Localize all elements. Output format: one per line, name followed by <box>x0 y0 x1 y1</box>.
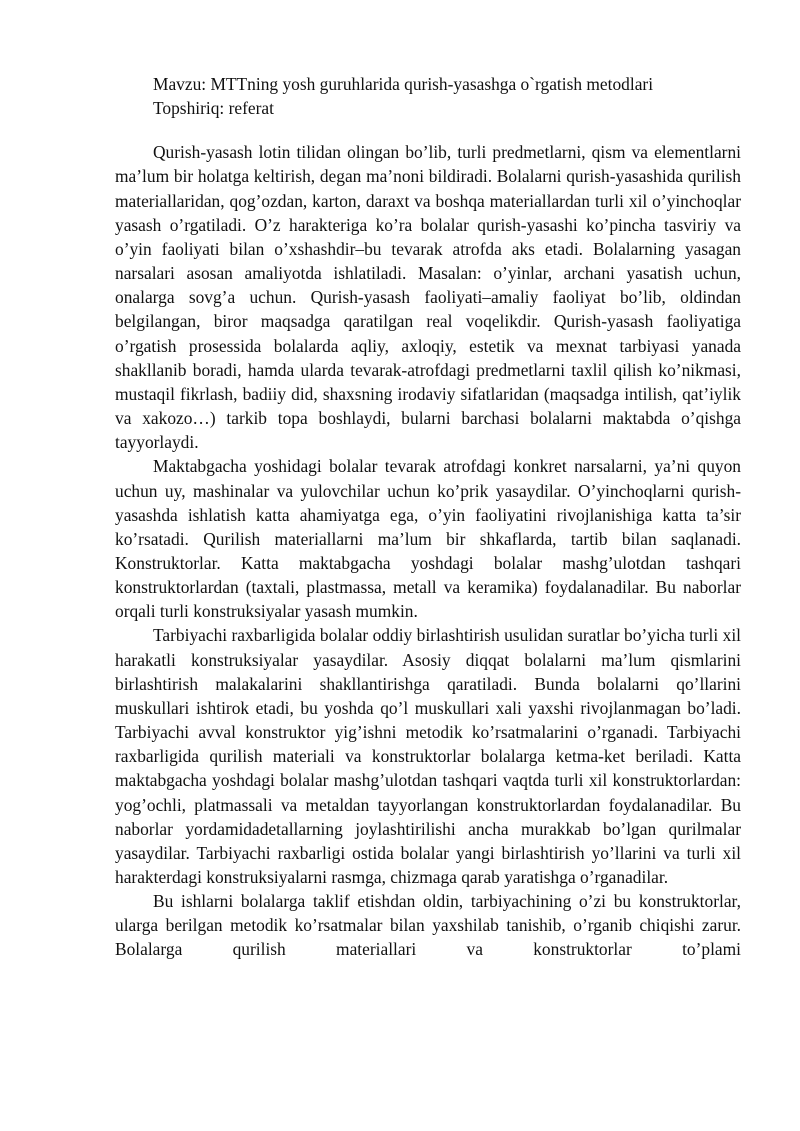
task-line: Topshiriq: referat <box>153 98 274 119</box>
heading-spacer <box>115 120 741 140</box>
paragraph-1: Qurish-yasash lotin tilidan olingan bo’lib, turli predmetlarni, qism va elementlarni ma’lum bir holatga keltirish, degan ma’noni bildiradi. Bolalarni qurish-yasashida qurilish materiallaridan, qog’ozdan, karton, daraxt va boshqa materiallardan turli xil o’yinchoqlar yasash o’rgatiladi. O’z harakteriga ko’ra bolalar qurish-yasashi ko’pincha tasviriy va o’yin faoliyati bilan o’xshashdir–bu tevarak atrofda aks etadi. Bolalarning yasagan narsalari asosan amaliyotda ishlatiladi. Masalan: o’yinlar, archani yasatish uchun, onalarga sovg’a uchun. Qurish-yasash faoliyati–amaliy faoliyat bo’lib, oldindan belgilangan, biror maqsadga qaratilgan real voqelikdir. Qurish-yasash faoliyatiga o’rgatish prosessida bolalarda aqliy, axloqiy, estetik va mexnat tarbiyasi yanada shakllanib boradi, hamda ularda tevarak-atrofdagi predmetlarni taxlil qilish ko’nikmasi, mustaqil fikrlash, badiiy did, shaxsning irodaviy sifatlaridan (maqsadga intilish, qat’iylik va xakozo…) tarkib topa boshlaydi, bularni barchasi bolalarni maktabda o’qishga tayyorlaydi. <box>115 142 741 453</box>
topic-line: Mavzu: MTTning yosh guruhlarida qurish-yasashga o`rgatish metodlari <box>153 74 654 94</box>
document-page <box>115 72 741 962</box>
paragraph-2: Maktabgacha yoshidagi bolalar tevarak atrofdagi konkret narsalarni, ya’ni quyon uchun uy, mashinalar va yulovchilar uchun ko’prik yasaydilar. O’yinchoqlarni qurish-yasashda ishlatish katta ahamiyatga ega, o’yin faoliyatini rivojlanishiga katta ta’sir ko’rsatadi. Qurilish materiallarni ma’lum bir shkaflarda, tartib bilan saqlanadi. Konstruktorlar. Katta maktabgacha yoshdagi bolalar mashg’ulotdan tashqari konstruktorlardan (taxtali, plastmassa, metall va keramika) foydalanadilar. Bu naborlar orqali turli konstruksiyalar yasash mumkin. <box>115 456 741 622</box>
paragraph-4: Bu ishlarni bolalarga taklif etishdan oldin, tarbiyachining o’zi bu konstruktorlar, ularga berilgan metodik ko’rsatmalar bilan yaxshilab tanishib, o’rganib chiqishi zarur. Bolalarga qurilish materiallari va konstruktorlar to’plami <box>115 891 741 960</box>
paragraph-3: Tarbiyachi raxbarligida bolalar oddiy birlashtirish usulidan suratlar bo’yicha turli xil harakatli konstruksiyalar yasaydilar. Asosiy diqqat bolalarni ma’lum qismlarini birlashtirish malakalarini shakllantirishga qaratiladi. Bunda bolalarni qo’llarini muskullari ishtirok etadi, bu yoshda qo’l muskullari xali yaxshi rivojlanmagan bo’ladi. Tarbiyachi avval konstruktor yig’ishni metodik ko’rsatmalarini o’rganadi. Tarbiyachi raxbarligida qurilish materiali va konstruktorlar bolalarga ketma-ket beriladi. Katta maktabgacha yoshdagi bolalar mashg’ulotdan tashqari vaqtda turli xil konstruktorlardan: yog’ochli, platmassali va metaldan tayyorlangan konstruktorlardan foydalanadilar. Bu naborlar yordamidadetallarning joylashtirilishi ancha murakkab bo’lgan qurilmalar yasaydilar. Tarbiyachi raxbarligi ostida bolalar yangi birlashtirish yo’llarini va turli xil harakterdagi konstruksiyalarni rasmga, chizmaga qarab yaratishga o’rganadilar. <box>115 625 741 887</box>
